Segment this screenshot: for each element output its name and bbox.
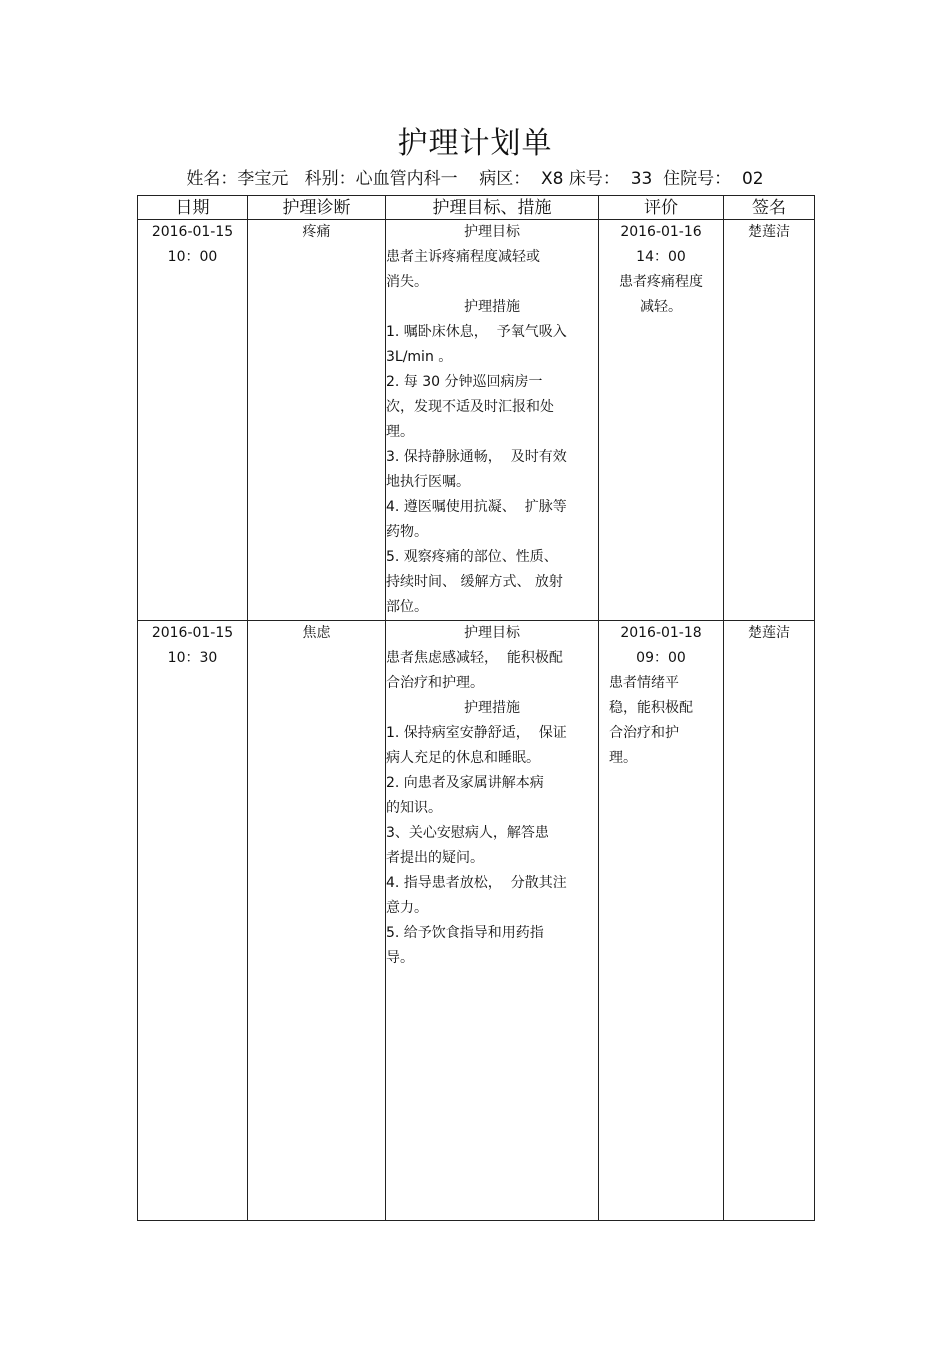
entry-date: 2016-01-15 — [151, 224, 234, 240]
date-cell — [138, 220, 248, 621]
entry-date: 2016-01-15 — [151, 625, 234, 641]
signature-cell: 楚莲洁 — [724, 621, 815, 1221]
goal-heading: 护理目标 — [464, 625, 520, 641]
goal-text: 患者焦虑感减轻， 能积极配 合治疗和护理。 — [386, 650, 563, 691]
measures-text: 1. 保持病室安静舒适， 保证 病人充足的休息和睡眠。 2. 向患者及家属讲解本病 的知识。 3、关心安慰病人，解答患 者提出的疑问。 4. 指导患者放松， 分散其注 意力。 5. 给予饮食指导和用药指 导。 — [386, 725, 567, 966]
evaluation-cell — [599, 220, 724, 621]
eval-time: 14：00 — [636, 249, 686, 265]
diagnosis-cell: 疼痛 — [248, 220, 386, 621]
date-cell — [138, 621, 248, 1221]
entry-time: 10：30 — [167, 650, 218, 666]
eval-text: 患者情绪平 稳，能积极配 合治疗和护 理。 — [609, 675, 693, 766]
header-date: 日期 — [138, 196, 248, 220]
goals-measures-cell — [386, 220, 599, 621]
eval-date: 2016-01-16 — [620, 224, 702, 240]
header-signature: 签名 — [724, 196, 815, 220]
entry-time: 10：00 — [167, 249, 218, 265]
header-evaluation: 评价 — [599, 196, 724, 220]
diagnosis-cell: 焦虑 — [248, 621, 386, 1221]
measures-heading: 护理措施 — [464, 700, 520, 716]
table-row — [138, 621, 815, 1221]
evaluation-cell — [599, 621, 724, 1221]
eval-time: 09：00 — [636, 650, 686, 666]
table-header-row — [138, 196, 815, 220]
measures-text: 1. 嘱卧床休息， 予氧气吸入 3L/min 。 2. 每 30 分钟巡回病房一 次，发现不适及时汇报和处 理。 3. 保持静脉通畅， 及时有效 地执行医嘱。 4. 遵医嘱使用抗凝、 扩脉等 药物。 5. 观察疼痛的部位、性质、 持续时间、 缓解方式、 放射 部位。 — [386, 324, 567, 615]
table-row — [138, 220, 815, 621]
eval-text: 患者疼痛程度 减轻。 — [619, 274, 703, 315]
care-plan-table — [137, 195, 815, 1221]
header-goals-measures: 护理目标、措施 — [386, 196, 599, 220]
patient-info-line: 姓名：李宝元 科别：心血管内科一 病区： X8 床号： 33 住院号： 02 — [186, 169, 764, 189]
eval-date: 2016-01-18 — [620, 625, 702, 641]
goals-measures-cell — [386, 621, 599, 1221]
document-title: 护理计划单 — [397, 126, 553, 161]
signature-cell: 楚莲洁 — [724, 220, 815, 621]
measures-heading: 护理措施 — [464, 299, 520, 315]
goal-text: 患者主诉疼痛程度减轻或 消失。 — [386, 249, 540, 290]
header-diagnosis: 护理诊断 — [248, 196, 386, 220]
goal-heading: 护理目标 — [464, 224, 520, 240]
